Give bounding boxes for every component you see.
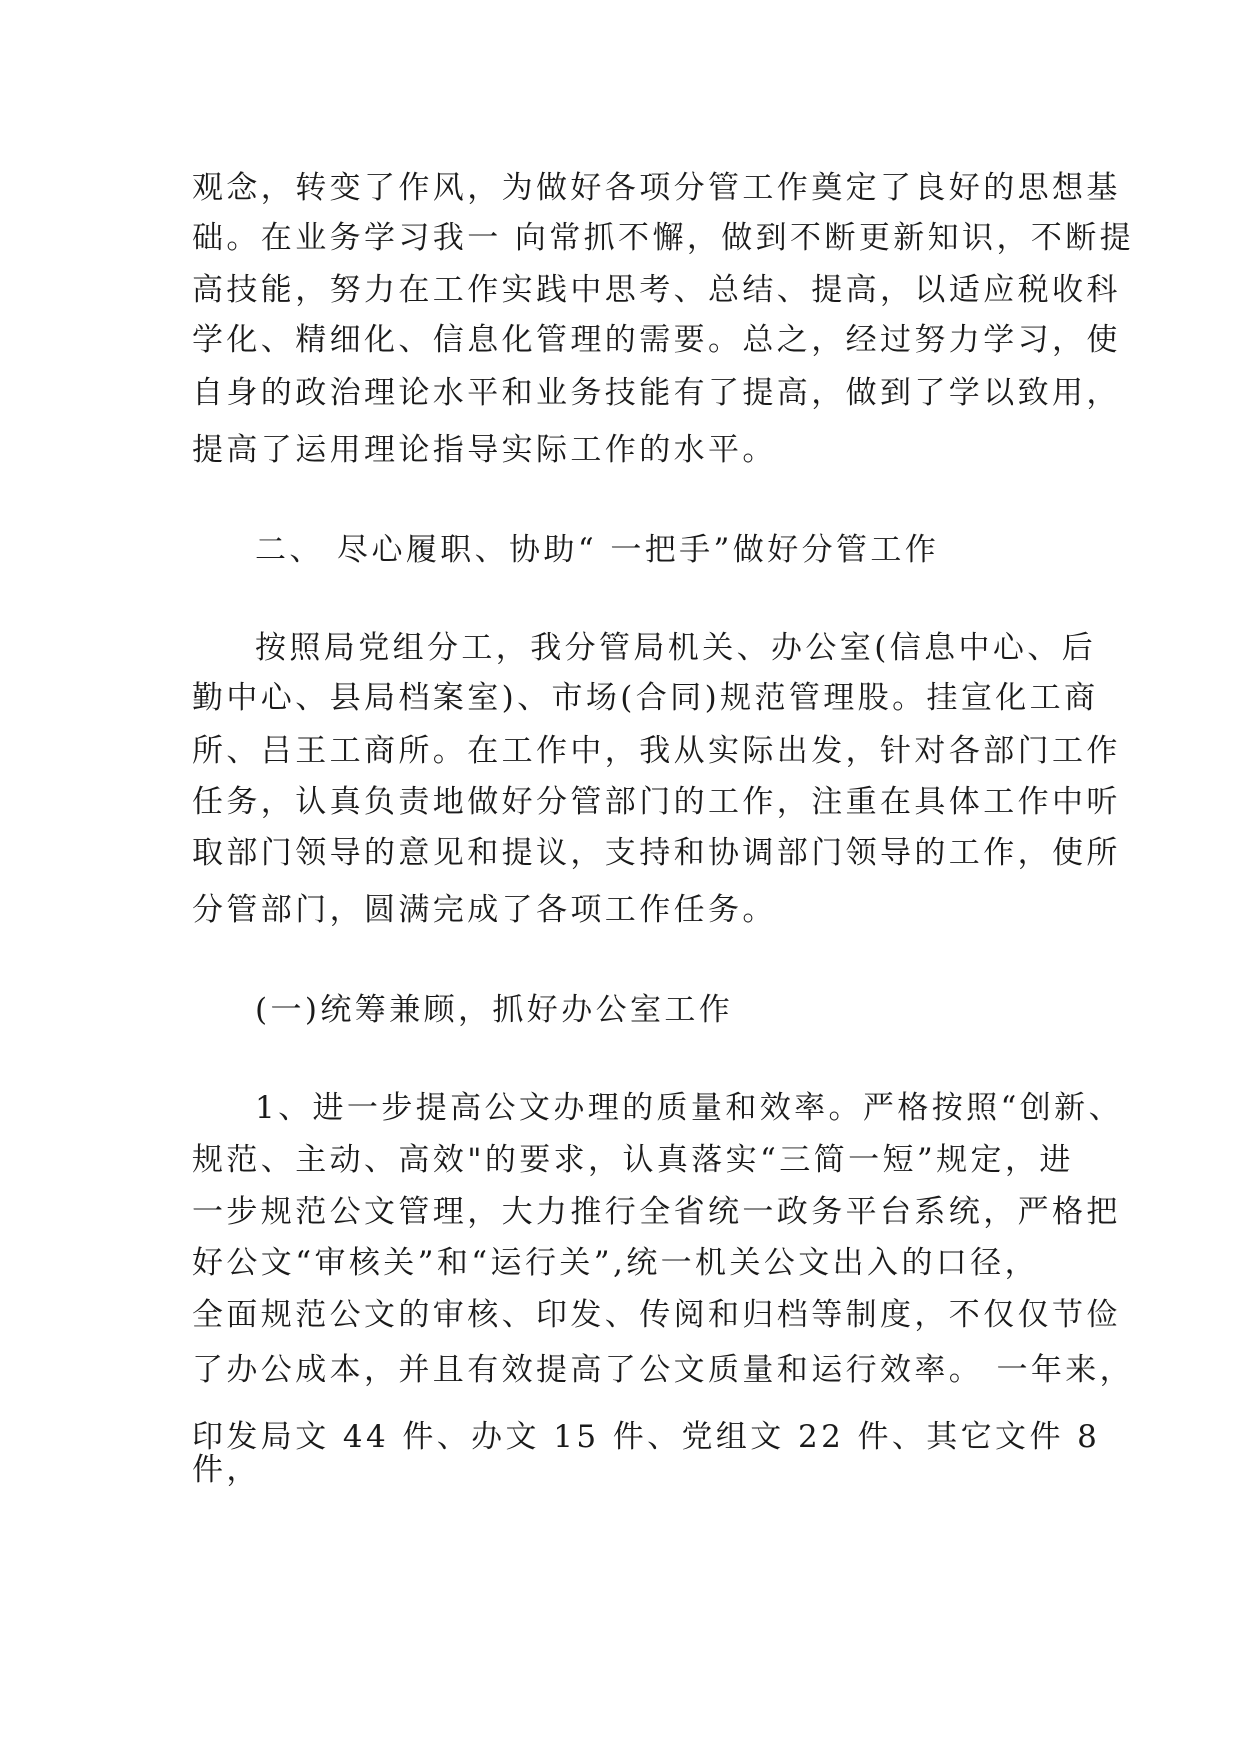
paragraph-line: 任务，认真负责地做好分管部门的工作，注重在具体工作中听 (192, 784, 1121, 820)
paragraph-line: 高技能，努力在工作实践中思考、总结、提高，以适应税收科 (192, 272, 1121, 308)
paragraph-line: 件， (192, 1452, 261, 1488)
paragraph-line: 取部门领导的意见和提议，支持和协调部门领导的工作，使所 (192, 835, 1121, 871)
section-heading: 二、 尽心履职、协助“ 一把手”做好分管工作 (255, 532, 940, 568)
paragraph-line: 全面规范公文的审核、印发、传阅和归档等制度，不仅仅节俭 (192, 1297, 1121, 1333)
paragraph-line: 分管部门，圆满完成了各项工作任务。 (192, 892, 777, 928)
paragraph-line: 印发局文 44 件、办文 15 件、党组文 22 件、其它文件 8 (192, 1419, 1101, 1455)
paragraph-line: 学化、精细化、信息化管理的需要。总之，经过努力学习，使 (192, 322, 1121, 358)
paragraph-line: 观念，转变了作风，为做好各项分管工作奠定了良好的思想基 (192, 170, 1121, 206)
paragraph-line: 了办公成本，并且有效提高了公文质量和运行效率。 一年来， (192, 1352, 1135, 1388)
paragraph-line: 勤中心、县局档案室)、市场(合同)规范管理股。挂宣化工商 (192, 680, 1099, 716)
paragraph-line: 础。在业务学习我一 向常抓不懈，做到不断更新知识，不断提 (192, 220, 1135, 256)
paragraph-line: 1、进一步提高公文办理的质量和效率。严格按照“创新、 (255, 1090, 1123, 1126)
paragraph-line: 所、吕王工商所。在工作中，我从实际出发，针对各部门工作 (192, 733, 1121, 769)
paragraph-line: 自身的政治理论水平和业务技能有了提高，做到了学以致用， (192, 375, 1121, 411)
paragraph-line: 好公文“审核关”和“运行关”,统一机关公文出入的口径， (192, 1245, 1040, 1281)
paragraph-line: 提高了运用理论指导实际工作的水平。 (192, 432, 777, 468)
paragraph-line: 按照局党组分工，我分管局机关、办公室(信息中心、后 (255, 630, 1097, 666)
subsection-heading: (一)统筹兼顾，抓好办公室工作 (255, 992, 734, 1028)
paragraph-line: 规范、主动、高效"的要求，认真落实“三简一短”规定，进 (192, 1142, 1074, 1178)
paragraph-line: 一步规范公文管理，大力推行全省统一政务平台系统，严格把 (192, 1194, 1121, 1230)
